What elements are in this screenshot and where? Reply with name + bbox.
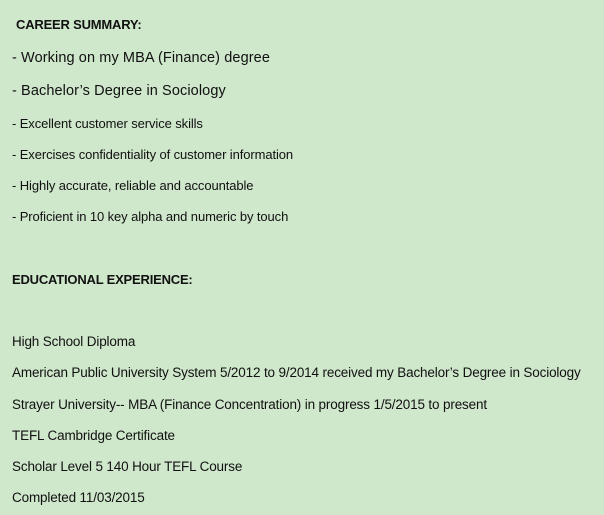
career-summary-item-bachelors: - Bachelor’s Degree in Sociology bbox=[12, 83, 226, 99]
education-item-strayer: Strayer University-- MBA (Finance Concentration) in progress 1/5/2015 to present bbox=[12, 397, 487, 412]
career-summary-heading: CAREER SUMMARY: bbox=[16, 17, 142, 32]
education-item-high-school: High School Diploma bbox=[12, 334, 136, 349]
career-summary-item-confidentiality: - Exercises confidentiality of customer information bbox=[12, 147, 294, 162]
education-item-tefl-cert: TEFL Cambridge Certificate bbox=[12, 428, 175, 443]
career-summary-item-ten-key: - Proficient in 10 key alpha and numeric by touch bbox=[12, 209, 289, 224]
educational-experience-heading: EDUCATIONAL EXPERIENCE: bbox=[12, 272, 193, 287]
career-summary-item-mba: - Working on my MBA (Finance) degree bbox=[12, 50, 270, 66]
career-summary-item-accuracy: - Highly accurate, reliable and accountable bbox=[12, 178, 254, 193]
education-item-apus: American Public University System 5/2012 to 9/2014 received my Bachelor’s Degree in Sociology bbox=[12, 365, 581, 380]
education-item-tefl-course: Scholar Level 5 140 Hour TEFL Course bbox=[12, 459, 243, 474]
career-summary-item-customer-service: - Excellent customer service skills bbox=[12, 116, 203, 131]
education-item-completed-date: Completed 11/03/2015 bbox=[12, 490, 145, 505]
